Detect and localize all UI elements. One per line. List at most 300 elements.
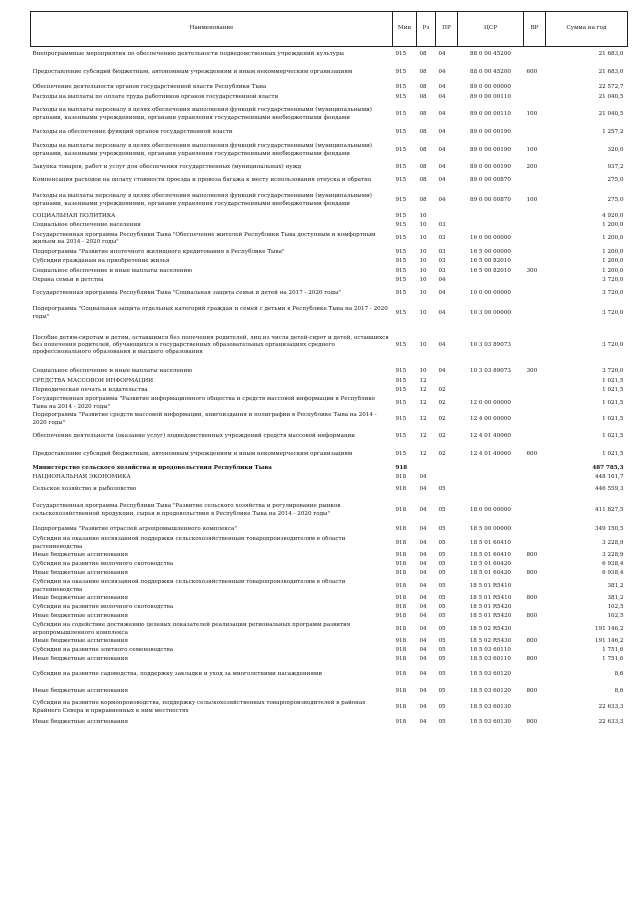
cell-name: Предоставление субсидий бюджетным, автономным учреждениям и иным некоммерческим организациям [32,68,353,75]
cell-pr: 04 [438,341,446,348]
cell-csr: 18 5 01 60420 [470,570,511,577]
cell-sum: 1 200,0 [602,222,624,229]
cell-min: 915 [395,432,407,439]
table-row [31,638,628,647]
cell-pr: 04 [438,277,446,284]
cell-rz: 04 [419,595,427,602]
table-row [31,552,628,561]
cell-csr: 18 5 01 60410 [470,539,511,546]
cell-pr: 05 [438,670,446,677]
table-row [31,387,628,396]
cell-pr: 02 [438,415,446,422]
cell-name: СРЕДСТВА МАССОВОЙ ИНФОРМАЦИИ [32,378,154,385]
cell-sum: 381,2 [607,595,624,602]
cell-csr: 10 0 00 00000 [470,289,511,296]
table-body [31,47,628,729]
cell-rz: 12 [419,415,427,422]
cell-min: 918 [395,595,407,602]
table-row [31,685,628,699]
cell-name: Социальное обеспечение и иные выплаты населению [32,367,193,374]
cell-vr [524,622,546,638]
cell-rz: 10 [419,367,427,374]
cell-name: Государственная программа "Развитие информационного общества и средств массовой информации в Республике Тыва на 2014 - 2020 годы" [32,396,376,410]
cell-name: Иные бюджетные ассигнования [32,552,128,559]
cell-pr: 05 [438,506,446,513]
table-row [31,604,628,613]
cell-vr [524,231,546,248]
cell-csr [458,378,524,387]
header-csr: ЦСР [458,12,524,47]
cell-min: 915 [395,341,407,348]
cell-sum: 275,0 [607,196,624,203]
cell-min: 918 [395,613,407,620]
cell-min: 918 [395,485,407,492]
cell-min: 915 [395,68,407,75]
cell-pr: 05 [438,561,446,568]
cell-pr: 05 [438,570,446,577]
cell-vr: 100 [526,196,538,203]
cell-rz: 12 [419,450,427,457]
cell-vr: 600 [526,68,538,75]
cell-sum: 1 021,5 [602,387,624,394]
cell-vr [524,222,546,231]
cell-csr: 88 0 00 45200 [470,51,511,58]
table-row [31,396,628,412]
cell-sum: 22 633,3 [598,718,624,725]
table-row [31,665,628,685]
cell-pr: 03 [438,267,446,274]
cell-sum: 102,5 [607,604,624,611]
table-row [31,428,628,446]
cell-name: Иные бюджетные ассигнования [32,718,128,725]
cell-pr: 04 [438,309,446,316]
cell-sum: 3 720,0 [602,367,624,374]
table-row [31,366,628,378]
cell-csr: 12 4 01 40060 [470,432,511,439]
cell-rz: 12 [419,378,427,385]
cell-csr: 89 0 00 00000 [470,83,511,90]
cell-sum: 6 938,4 [602,561,624,568]
cell-min: 918 [395,604,407,611]
cell-name: Обеспечение деятельности (оказание услуг) подведомственных учреждений средств массовой информации [32,432,356,439]
table-row [31,248,628,258]
table-header [31,12,628,47]
table-row [31,474,628,483]
cell-name: Иные бюджетные ассигнования [32,595,128,602]
cell-sum: 21 683,0 [598,68,624,75]
table-row [31,525,628,536]
cell-pr: 05 [438,604,446,611]
cell-min: 915 [395,83,407,90]
table-row [31,326,628,366]
cell-vr [524,497,546,525]
cell-csr: 18 5 03 60120 [470,687,511,694]
cell-name: Закупка товаров, работ и услуг для обеспечения государственных (муниципальных) нужд [32,163,302,170]
cell-min: 918 [395,647,407,654]
cell-sum: 8,6 [614,687,624,694]
cell-pr: 04 [438,83,446,90]
cell-csr: 18 5 03 60120 [470,670,511,677]
cell-rz [417,464,436,474]
cell-name: Социальное обеспечение и иные выплаты населению [32,267,193,274]
cell-csr [458,483,524,497]
cell-min: 915 [395,387,407,394]
table-row [31,699,628,717]
cell-min: 915 [395,258,407,265]
cell-sum: 1 021,5 [602,415,624,422]
cell-pr: 04 [438,68,446,75]
cell-name: Расходы на выплаты по оплате труда работников органов государственной власти [32,93,279,100]
cell-csr: 12 0 00 00000 [470,399,511,406]
cell-min: 915 [395,289,407,296]
cell-min: 918 [395,526,407,533]
cell-csr: 18 5 01 R5420 [469,613,512,620]
header-pr: ПР [436,12,458,47]
cell-name: Внепрограммные мероприятия по обеспечению деятельности подведомственных учреждений культуры [32,51,345,58]
cell-sum: 21 683,0 [598,51,624,58]
cell-pr: 02 [438,450,446,457]
cell-csr: 18 5 00 00000 [470,526,511,533]
cell-rz: 08 [419,146,427,153]
cell-rz: 08 [419,163,427,170]
cell-sum: 8,6 [614,670,624,677]
header-min: Мин [393,12,417,47]
cell-rz: 08 [419,128,427,135]
cell-vr [524,699,546,717]
cell-rz: 04 [419,582,427,589]
cell-sum: 22 572,7 [598,83,624,90]
cell-vr: 800 [526,687,538,694]
cell-vr: 800 [526,570,538,577]
cell-rz: 04 [419,670,427,677]
cell-sum: 349 150,5 [595,526,624,533]
cell-name: Сельское хозяйство и рыболовство [32,485,137,492]
cell-min: 918 [395,670,407,677]
cell-sum: 21 040,5 [598,110,624,117]
cell-min: 915 [395,110,407,117]
cell-pr: 03 [438,258,446,265]
cell-csr: 18 5 01 60410 [470,552,511,559]
table-row [31,103,628,127]
cell-csr [458,464,524,474]
cell-rz: 12 [419,399,427,406]
cell-min: 915 [395,235,407,242]
cell-vr [524,302,546,326]
cell-vr [524,286,546,302]
table-row [31,93,628,103]
cell-vr [524,277,546,286]
cell-min: 915 [395,213,407,220]
table-row [31,717,628,729]
table-row [31,286,628,302]
cell-sum: 191 146,2 [595,625,624,632]
table-row [31,213,628,222]
cell-name: Государственная программа Республики Тыва "Развитие сельского хозяйства и регулирование рынков сельскохозяйственной продукции, сырья и продовольствия в Республике Тыва на 2014 - 2020 годы" [32,503,341,517]
cell-rz: 08 [419,68,427,75]
cell-min: 915 [395,176,407,183]
cell-name: Подпрограмма "Развитие средств массовой информации, книгоиздания и полиграфии в Республике Тыва на 2014 - 2020 годы" [32,412,377,426]
cell-pr: 05 [438,613,446,620]
cell-pr: 04 [438,110,446,117]
cell-csr: 18 5 01 R5410 [469,582,512,589]
cell-name: Подпрограмма "Развитие отраслей агропромышленного комплекса" [32,526,237,533]
cell-sum: 1 021,5 [602,450,624,457]
cell-min: 918 [395,552,407,559]
cell-min: 918 [395,718,407,725]
cell-sum: 411 827,5 [595,506,624,513]
cell-name: СОЦИАЛЬНАЯ ПОЛИТИКА [32,213,116,220]
cell-csr: 18 5 03 60110 [470,647,511,654]
cell-vr [524,173,546,189]
cell-sum: 3 228,9 [602,539,624,546]
table-row [31,277,628,286]
cell-sum: 191 146,2 [595,638,624,645]
cell-vr [524,483,546,497]
cell-sum: 1 021,5 [602,378,624,385]
cell-min: 918 [395,703,407,710]
cell-csr: 89 0 00 00190 [470,146,511,153]
cell-name: НАЦИОНАЛЬНАЯ ЭКОНОМИКА [32,474,131,481]
cell-min: 915 [395,309,407,316]
cell-pr: 03 [438,235,446,242]
table-row [31,222,628,231]
cell-min: 915 [395,93,407,100]
cell-pr: 05 [438,595,446,602]
cell-name: Расходы на выплаты персоналу в целях обеспечения выполнения функций государственными (муниципальными) органами, казенными учреждениями, органами управления государственными внебюджетными фондами [32,143,372,157]
table-row [31,378,628,387]
cell-pr: 02 [438,432,446,439]
cell-vr [524,561,546,570]
cell-name: Периодическая печать и издательства [32,387,148,394]
header-sum: Сумма на год [546,12,628,47]
table-row [31,83,628,93]
cell-min: 918 [395,570,407,577]
cell-pr: 04 [438,128,446,135]
cell-pr: 04 [438,51,446,58]
cell-min: 918 [395,506,407,513]
cell-rz: 10 [419,267,427,274]
cell-csr: 16 0 00 00000 [470,235,511,242]
cell-vr [524,47,546,63]
cell-pr [436,474,458,483]
cell-rz: 08 [419,196,427,203]
table-row [31,163,628,173]
cell-csr: 10 3 03 89073 [470,367,511,374]
cell-pr: 05 [438,656,446,663]
header-vr: ВР [524,12,546,47]
cell-pr: 04 [438,367,446,374]
cell-name: Субсидии на развитие элитного семеноводства [32,647,174,654]
cell-csr: 18 5 03 60130 [470,718,511,725]
cell-rz: 04 [419,561,427,568]
cell-pr: 05 [438,718,446,725]
table-row [31,656,628,665]
table-row [31,595,628,604]
header-rz: Рз [417,12,436,47]
cell-vr [524,525,546,536]
cell-pr: 05 [438,703,446,710]
cell-vr [524,412,546,428]
cell-csr: 18 5 03 60110 [470,656,511,663]
cell-vr: 600 [526,450,538,457]
cell-vr [524,428,546,446]
cell-min: 918 [395,656,407,663]
cell-pr: 05 [438,526,446,533]
cell-name: Субсидии на содействие достижению целевых показателей реализации региональных программ развития агропромышленного комплекса [32,622,351,636]
table-row [31,258,628,267]
cell-rz: 04 [419,539,427,546]
cell-csr: 10 3 03 89073 [470,341,511,348]
cell-sum: 21 040,5 [598,93,624,100]
cell-vr [524,213,546,222]
cell-min: 915 [395,128,407,135]
cell-min: 915 [395,51,407,58]
cell-min: 915 [395,277,407,284]
cell-min: 918 [395,539,407,546]
cell-vr [524,579,546,595]
cell-vr: 100 [526,146,538,153]
cell-sum: 937,2 [607,163,624,170]
cell-name: Субсидии на развитие кормопроизводства, поддержку сельскохозяйственных товаропроизводителей в районах Крайнего Севера и приравненных к ним местностях [32,700,366,714]
cell-pr: 05 [438,625,446,632]
cell-name: Иные бюджетные ассигнования [32,613,128,620]
cell-min: 918 [395,561,407,568]
cell-pr: 02 [438,387,446,394]
cell-vr: 800 [526,613,538,620]
cell-rz: 04 [419,485,427,492]
cell-csr [458,213,524,222]
cell-vr [524,93,546,103]
cell-rz: 04 [419,638,427,645]
cell-min: 915 [395,248,407,255]
cell-rz: 10 [419,309,427,316]
cell-sum: 3 228,9 [602,552,624,559]
cell-min: 915 [395,163,407,170]
cell-vr: 800 [526,638,538,645]
cell-name: Расходы на выплаты персоналу в целях обеспечения выполнения функций государственными (муниципальными) органами, казенными учреждениями, органами управления государственными внебюджетными фондами [32,193,372,207]
cell-csr: 18 5 03 60130 [470,703,511,710]
cell-min: 915 [395,146,407,153]
table-row [31,47,628,63]
cell-csr [458,474,524,483]
cell-sum: 448 161,7 [595,474,624,481]
cell-pr: 02 [438,399,446,406]
cell-rz: 04 [419,718,427,725]
cell-pr: 04 [438,163,446,170]
cell-vr [524,474,546,483]
cell-csr [458,387,524,396]
cell-pr: 03 [438,248,446,255]
cell-name: Предоставление субсидий бюджетным, автономным учреждениям и иным некоммерческим организациям [32,450,353,457]
cell-rz: 08 [419,51,427,58]
cell-sum: 487 785,3 [592,464,624,471]
table-row [31,647,628,656]
cell-name: Министерство сельского хозяйства и продовольствия Республики Тыва [32,464,272,471]
header-name: Наименование [31,12,393,47]
cell-vr [524,536,546,552]
table-row [31,127,628,139]
cell-vr [524,396,546,412]
cell-name: Субсидии на оказание несвязанной поддержки сельскохозяйственным товаропроизводителям в области растениеводства [32,579,346,593]
table-row [31,497,628,525]
cell-name: Социальное обеспечение населения [32,222,141,229]
table-row [31,536,628,552]
cell-csr: 16 5 00 82010 [470,267,511,274]
table-row [31,579,628,595]
cell-rz: 10 [419,289,427,296]
cell-csr: 89 0 00 00110 [470,93,511,100]
cell-vr: 800 [526,656,538,663]
cell-rz: 08 [419,93,427,100]
table-row [31,302,628,326]
cell-min: 915 [395,399,407,406]
table-row [31,464,628,474]
cell-rz: 04 [419,604,427,611]
table-row [31,63,628,83]
cell-rz: 04 [419,506,427,513]
cell-vr [524,248,546,258]
cell-vr [524,127,546,139]
cell-csr: 10 3 00 00000 [470,309,511,316]
cell-name: Субсидии на развитие садоводства, поддержку закладки и уход за многолетними насаждениями [32,670,323,677]
cell-vr [524,464,546,474]
cell-name: Расходы на обеспечение функций органов государственной власти [32,128,233,135]
cell-vr: 300 [526,267,538,274]
cell-min: 915 [395,367,407,374]
cell-min: 915 [395,450,407,457]
cell-csr: 18 5 01 60420 [470,561,511,568]
cell-csr: 18 5 02 R5430 [469,638,512,645]
table-row [31,622,628,638]
cell-rz: 04 [419,656,427,663]
cell-pr: 05 [438,582,446,589]
cell-sum: 1 021,5 [602,399,624,406]
cell-pr: 05 [438,539,446,546]
cell-csr: 89 0 00 00870 [470,176,511,183]
table-row [31,613,628,622]
cell-sum: 4 920,0 [602,213,624,220]
cell-pr: 05 [438,638,446,645]
cell-csr: 18 5 01 R5420 [469,604,512,611]
cell-name: Иные бюджетные ассигнования [32,638,128,645]
cell-vr: 800 [526,595,538,602]
cell-rz: 04 [419,687,427,694]
cell-csr: 18 0 00 00000 [470,506,511,513]
cell-rz: 04 [419,647,427,654]
cell-name: Подпрограмма "Социальная защита отдельных категорий граждан и семей с детьми в Республике Тыва на 2017 - 2020 годы" [32,306,388,320]
cell-sum: 1 021,5 [602,432,624,439]
cell-sum: 1 751,6 [602,656,624,663]
cell-rz: 04 [419,526,427,533]
cell-name: Пособие детям-сиротам и детям, оставшимся без попечения родителей, лиц из числа детей-сирот и детей, оставшихся без попечения родителей, обучающихся в государственных образовательных организациях среднего профессионального образования и высшего образования [32,334,389,356]
cell-vr [524,378,546,387]
cell-pr [436,378,458,387]
cell-name: Иные бюджетные ассигнования [32,687,128,694]
cell-pr: 04 [438,289,446,296]
cell-csr: 89 0 00 00190 [470,163,511,170]
cell-rz: 10 [419,341,427,348]
budget-table [30,11,628,729]
cell-min: 915 [395,196,407,203]
cell-name: Подпрограмма "Развитие ипотечного жилищного кредитования в Республике Тыва" [32,248,285,255]
table-row [31,412,628,428]
cell-pr [436,464,458,474]
cell-name: Иные бюджетные ассигнования [32,570,128,577]
cell-pr: 05 [438,647,446,654]
cell-pr: 04 [438,176,446,183]
cell-rz: 08 [419,110,427,117]
cell-rz: 10 [419,258,427,265]
